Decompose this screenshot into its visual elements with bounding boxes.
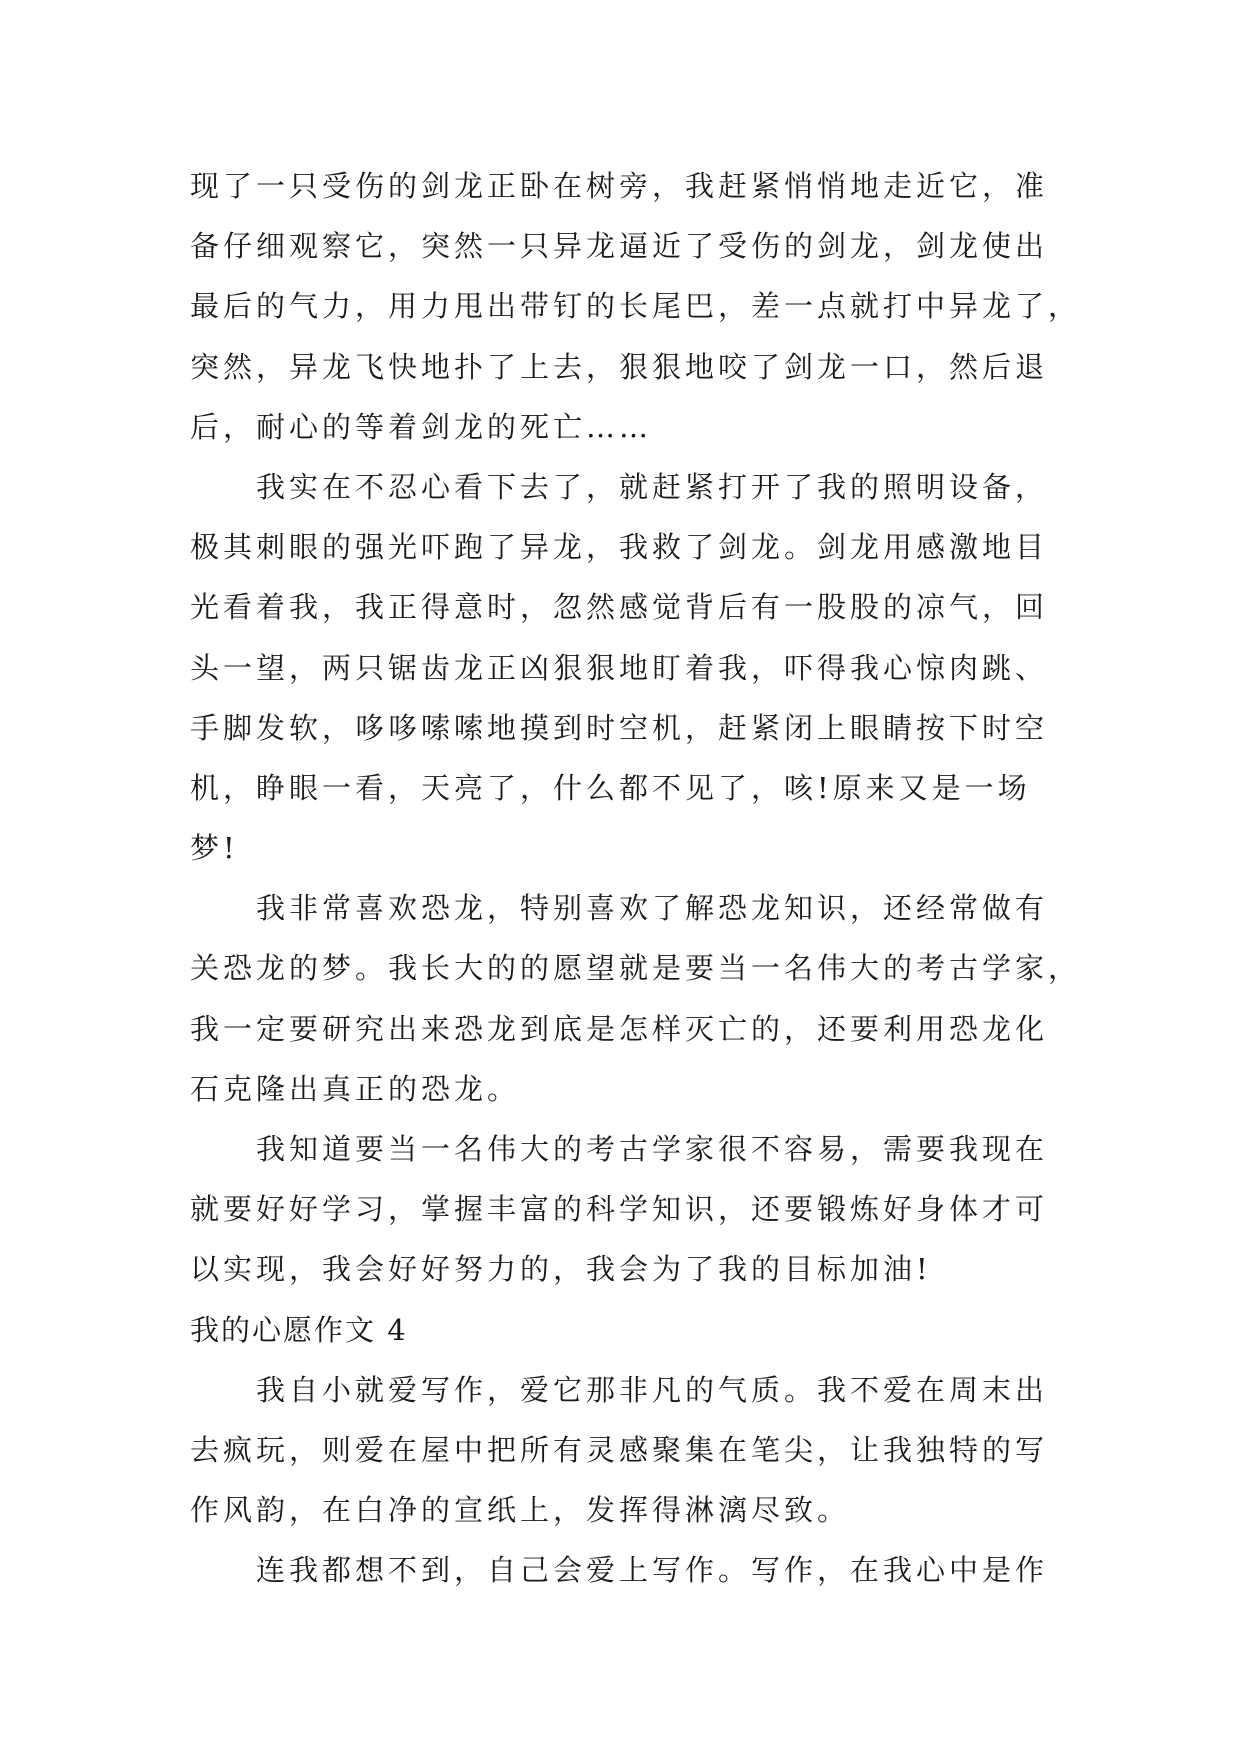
- text-line: 极其刺眼的强光吓跑了异龙，我救了剑龙。剑龙用感激地目: [190, 530, 1049, 565]
- paragraph-first-line: 我实在不忍心看下去了，就赶紧打开了我的照明设备，: [256, 469, 1049, 504]
- text-line: 机，睁眼一看，天亮了，什么都不见了，咳!原来又是一场: [190, 770, 1031, 805]
- text-line: 就要好好学习，掌握丰富的科学知识，还要锻炼好身体才可: [190, 1192, 1049, 1227]
- text-line: 关恐龙的梦。我长大的的愿望就是要当一名伟大的考古学家，: [190, 951, 1082, 986]
- text-line: 头一望，两只锯齿龙正凶狠狠地盯着我，吓得我心惊肉跳、: [190, 650, 1049, 685]
- text-line: 后，耐心的等着剑龙的死亡……: [190, 409, 653, 444]
- paragraph-first-line: 我自小就爱写作，爱它那非凡的气质。我不爱在周末出: [256, 1372, 1049, 1407]
- text-line: 光看着我，我正得意时，忽然感觉背后有一股股的凉气，回: [190, 590, 1049, 625]
- paragraph-first-line: 我知道要当一名伟大的考古学家很不容易，需要我现在: [256, 1132, 1049, 1166]
- paragraph-first-line: 我非常喜欢恐龙，特别喜欢了解恐龙知识，还经常做有: [256, 891, 1049, 926]
- text-line: 作风韵，在白净的宣纸上，发挥得淋漓尽致。: [190, 1493, 851, 1528]
- text-line: 最后的气力，用力甩出带钉的长尾巴，差一点就打中异龙了，: [190, 289, 1082, 324]
- section-heading: 我的心愿作文 4: [190, 1312, 408, 1347]
- paragraph-first-line: 连我都想不到，自己会爱上写作。写作，在我心中是作: [256, 1553, 1049, 1588]
- text-line: 我一定要研究出来恐龙到底是怎样灭亡的，还要利用恐龙化: [190, 1011, 1049, 1046]
- text-line: 备仔细观察它，突然一只异龙逼近了受伤的剑龙，剑龙使出: [190, 229, 1049, 264]
- text-line: 石克隆出真正的恐龙。: [190, 1071, 521, 1106]
- text-line: 梦!: [190, 831, 239, 866]
- document-body: [190, 156, 1082, 1601]
- text-line: 突然，异龙飞快地扑了上去，狠狠地咬了剑龙一口，然后退: [190, 349, 1049, 384]
- text-line: 手脚发软，哆哆嗦嗦地摸到时空机，赶紧闭上眼睛按下时空: [190, 710, 1049, 745]
- text-line: 去疯玩，则爱在屋中把所有灵感聚集在笔尖，让我独特的写: [190, 1432, 1049, 1467]
- text-line: 以实现，我会好好努力的，我会为了我的目标加油!: [190, 1252, 932, 1287]
- text-line: 现了一只受伤的剑龙正卧在树旁，我赶紧悄悄地走近它，准: [190, 169, 1049, 203]
